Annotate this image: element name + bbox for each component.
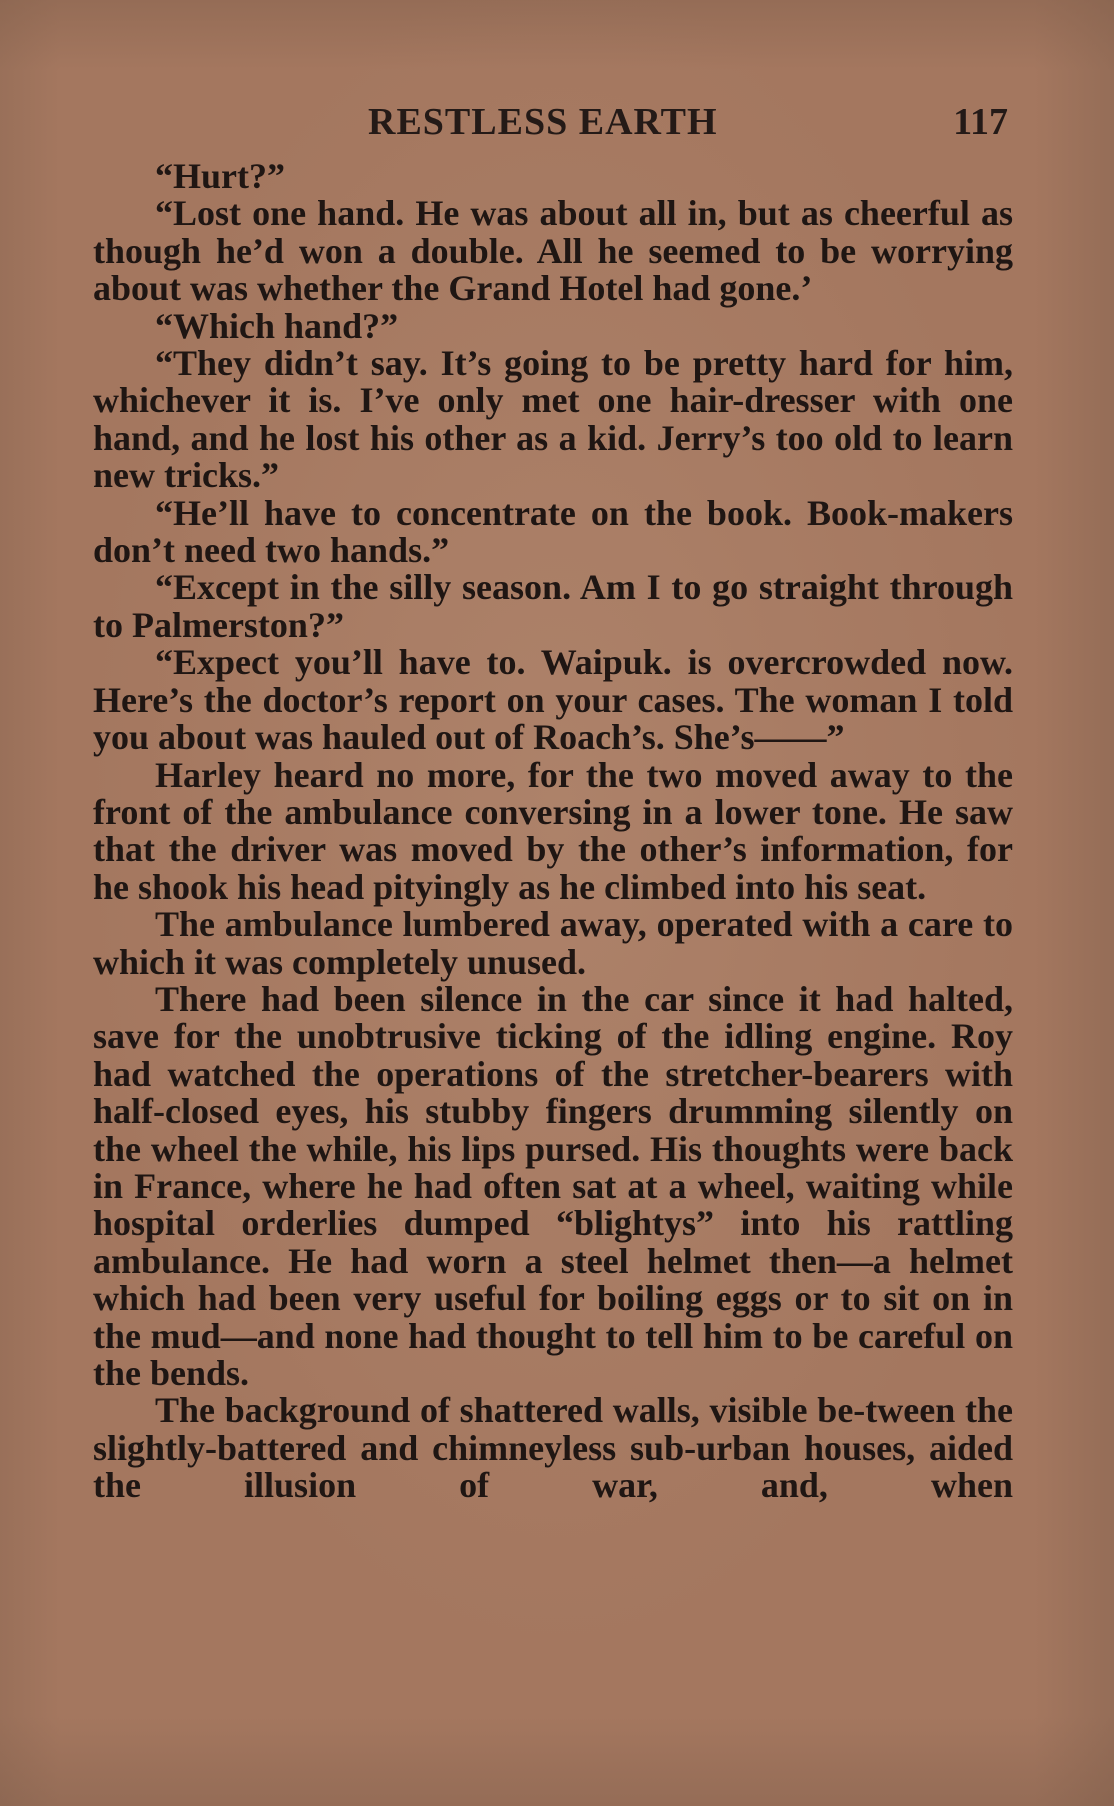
page-number: 117	[953, 101, 1008, 143]
paragraph: Harley heard no more, for the two moved away to the front of the ambulance conversing in a lower tone. He saw that the driver was moved by the other’s information, for he shook his head pityingly as he climbed into his seat.	[93, 754, 1013, 907]
paragraph: The background of shattered walls, visible be-tween the slightly-battered and chimneyless sub-urban houses, aided the illusion of war, and, when	[93, 1390, 1013, 1506]
paragraph: “Expect you’ll have to. Waipuk. is overcrowded now. Here’s the doctor’s report on your cases. The woman I told you about was hauled out of Roach’s. She’s——”	[93, 642, 1013, 758]
running-head	[93, 100, 1013, 150]
paragraph: The ambulance lumbered away, operated with a care to which it was completely unused.	[93, 904, 1013, 982]
paragraph: “Which hand?”	[155, 305, 399, 346]
paragraph: “Lost one hand. He was about all in, but as cheerful as though he’d won a double. All he seemed to be worrying about was whether the Grand Hotel had gone.’	[93, 193, 1013, 309]
paragraph: There had been silence in the car since it had halted, save for the unobtrusive ticking of the idling engine. Roy had watched the operations of the stretcher-bearers with half-closed eyes, his stubby fingers drumming silently on the wheel the while, his lips pursed. His thoughts were back in France, where he had often sat at a wheel, waiting while hospital orderlies dumped “blightys” into his rattling ambulance. He had worn a steel helmet then—a helmet which had been very useful for boiling eggs or to sit on in the mud—and none had thought to tell him to be careful on the bends.	[93, 978, 1013, 1393]
body-text	[93, 158, 1013, 1505]
paragraph: “He’ll have to concentrate on the book. Book-makers don’t need two hands.”	[93, 492, 1013, 571]
running-title: RESTLESS EARTH	[368, 101, 718, 143]
paragraph: “They didn’t say. It’s going to be pretty hard for him, whichever it is. I’ve only met one hair-dresser with one hand, and he lost his other as a kid. Jerry’s too old to learn new tricks.”	[93, 343, 1013, 496]
paragraph: “Hurt?”	[155, 156, 285, 196]
paragraph: “Except in the silly season. Am I to go straight through to Palmerston?”	[93, 567, 1013, 645]
